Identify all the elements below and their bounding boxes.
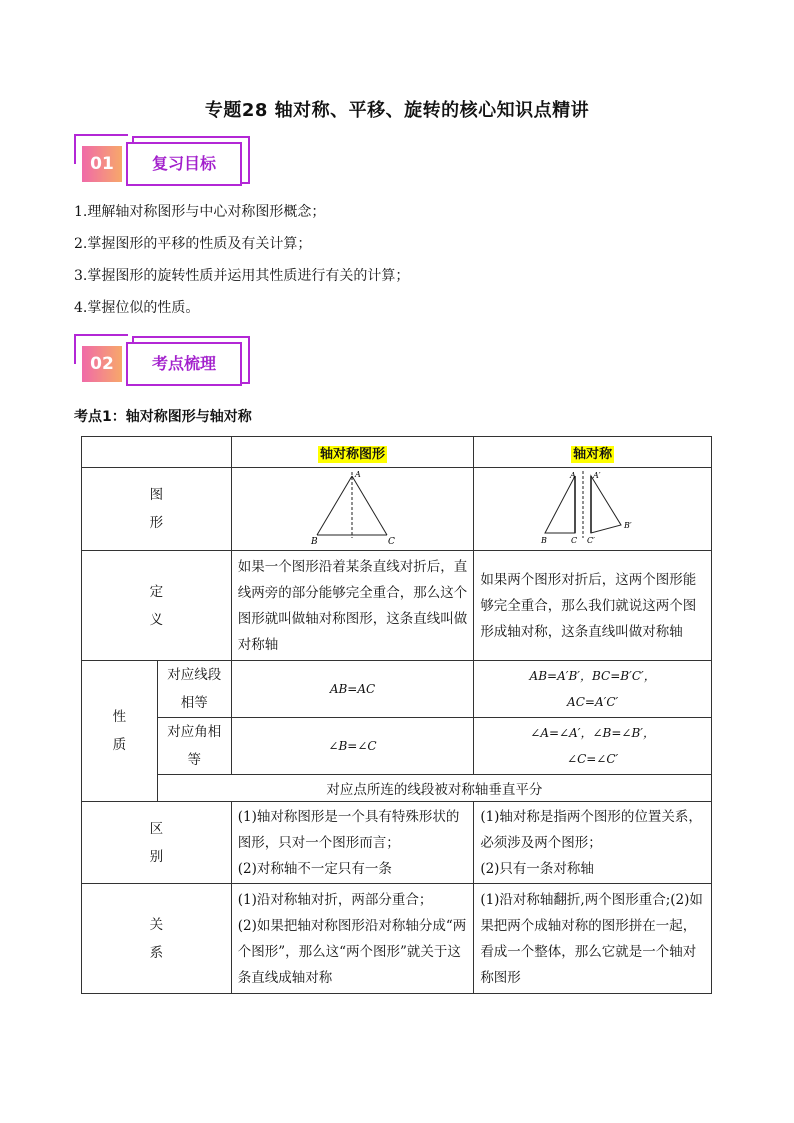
goal-item: 2.掌握图形的平移的性质及有关计算；	[74, 236, 312, 252]
row-label-line: 质	[112, 737, 127, 753]
header-cell	[474, 437, 712, 468]
symmetric-triangles-figure	[533, 468, 653, 546]
text-line: (1)轴对称图形是一个具有特殊形状的图形，只对一个图形而言；	[237, 808, 460, 851]
header-axis-symmetric-figure: 轴对称图形	[320, 446, 386, 462]
difference-figure	[231, 802, 474, 884]
table-header-row	[82, 437, 712, 468]
row-label-line: 系	[149, 944, 164, 961]
table-row-definition	[82, 551, 712, 661]
sub-label-line: 对应线段	[167, 667, 222, 683]
header-empty-cell	[82, 437, 232, 468]
math-line: AC=A′C′	[567, 695, 619, 709]
sub-label-line: 对应角相	[167, 724, 222, 740]
text-line: (1)轴对称是指两个图形的位置关系，必须涉及两个图形；	[480, 808, 702, 851]
row-label-line: 别	[149, 848, 164, 865]
perpendicular-bisector-property: 对应点所连的线段被对称轴垂直平分	[157, 775, 711, 802]
vertex-label: C′	[586, 536, 595, 545]
isosceles-triangle-figure	[303, 468, 403, 546]
row-label	[82, 802, 232, 884]
math-line: AB=A′B′，BC=B′C′，	[529, 669, 656, 683]
section-number: 02	[82, 346, 122, 382]
sub-label	[157, 661, 231, 718]
text-line: (2)只有一条对称轴	[480, 860, 594, 877]
table-row-segments	[82, 661, 712, 718]
table-row-difference	[82, 802, 712, 884]
vertex-label: A	[354, 470, 361, 479]
text-line: (2)对称轴不一定只有一条	[237, 860, 392, 877]
goal-item: 4.掌握位似的性质。	[74, 300, 200, 316]
math-line: ∠C=∠C′	[567, 752, 619, 766]
math-line: ∠A=∠A′，∠B=∠B′，	[530, 726, 656, 740]
definition-axis-symmetric-figure: 如果一个图形沿着某条直线对折后，直线两旁的部分能够完全重合，那么这个图形就叫做轴对称图形，这条直线叫做对称轴	[231, 551, 474, 661]
row-label-line: 形	[149, 515, 164, 531]
table-row-relation	[82, 884, 712, 994]
section-badge-knowledge-points	[74, 334, 254, 390]
knowledge-point-heading: 考点1：轴对称图形与轴对称	[74, 409, 252, 425]
goal-item: 3.掌握图形的旋转性质并运用其性质进行有关的计算；	[74, 268, 410, 284]
relation-figure	[231, 884, 474, 994]
vertex-label: A	[569, 471, 576, 480]
header-axial-symmetry: 轴对称	[573, 446, 613, 462]
section-label: 复习目标	[151, 154, 216, 173]
table-row-figure	[82, 468, 712, 551]
sub-label-line: 等	[187, 752, 202, 768]
vertex-label: C	[570, 536, 577, 545]
relation-symmetry: (1)沿对称轴翻折,两个图形重合;(2)如果把两个成轴对称的图形拼在一起，看成一个整体，那么它就是一个轴对称图形	[474, 884, 712, 994]
figure-cell	[474, 468, 712, 551]
angle-property-figure: ∠B=∠C	[231, 718, 474, 775]
segment-property-symmetry	[474, 661, 712, 718]
row-label-line: 区	[149, 820, 164, 837]
row-label	[82, 551, 232, 661]
sub-label	[157, 718, 231, 775]
vertex-label: B	[310, 537, 318, 546]
sub-label-line: 相等	[180, 695, 208, 711]
segment-property-figure: AB=AC	[231, 661, 474, 718]
table-row-perpendicular	[82, 775, 712, 802]
row-label	[82, 661, 158, 802]
row-label-line: 图	[149, 487, 164, 503]
row-label-line: 性	[112, 709, 127, 725]
vertex-label: C	[387, 537, 395, 546]
review-goals-list	[74, 196, 409, 324]
table-row-angles	[82, 718, 712, 775]
definition-axial-symmetry: 如果两个图形对折后，这两个图形能够完全重合，那么我们就说这两个图形成轴对称，这条直线叫做对称轴	[474, 551, 712, 661]
row-label-line: 关	[149, 916, 164, 933]
section-label: 考点梳理	[151, 354, 216, 373]
vertex-label: B	[540, 536, 547, 545]
row-label	[82, 884, 232, 994]
vertex-label: A′	[592, 471, 601, 480]
text-line: (2)如果把轴对称图形沿对称轴分成“两个图形”，那么这“两个图形”就关于这条直线成轴对称	[237, 917, 467, 986]
comparison-table	[81, 436, 712, 994]
difference-symmetry	[474, 802, 712, 884]
header-cell	[231, 437, 474, 468]
section-badge-review-goals	[74, 134, 254, 190]
page-title: 专题28 轴对称、平移、旋转的核心知识点精讲	[204, 100, 590, 121]
figure-cell	[231, 468, 474, 551]
section-number: 01	[82, 146, 122, 182]
text-line: (1)沿对称轴对折，两部分重合；	[237, 891, 433, 908]
row-label-line: 义	[149, 611, 164, 628]
vertex-label: B′	[623, 521, 632, 530]
goal-item: 1.理解轴对称图形与中心对称图形概念；	[74, 204, 326, 220]
row-label-line: 定	[149, 583, 164, 600]
angle-property-symmetry	[474, 718, 712, 775]
row-label	[82, 468, 232, 551]
